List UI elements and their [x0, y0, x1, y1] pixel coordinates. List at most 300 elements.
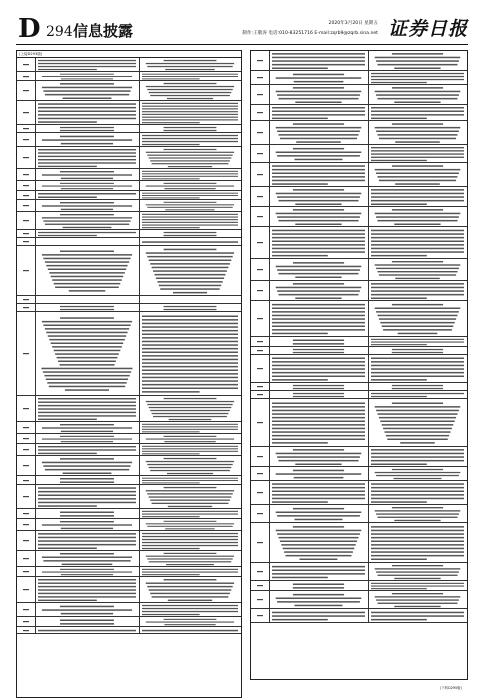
revised-text-cell [139, 72, 241, 80]
row-number-mark [256, 59, 264, 62]
text-line [272, 244, 365, 246]
original-text-cell [269, 355, 369, 382]
text-line [60, 202, 114, 203]
text-line [57, 357, 118, 359]
text-line [46, 379, 128, 381]
text-line [54, 350, 121, 352]
row-number-mark [256, 289, 264, 292]
row-number-cell [17, 238, 36, 245]
text-line [142, 323, 238, 325]
table-row [17, 577, 241, 603]
text-line [277, 290, 360, 292]
text-line [142, 424, 238, 425]
text-line [62, 564, 113, 565]
row-number-cell [251, 85, 270, 104]
revised-text-cell [139, 312, 241, 395]
text-line [44, 375, 129, 377]
text-line [272, 379, 328, 381]
table-row [251, 581, 467, 591]
text-line [392, 403, 443, 405]
text-block [368, 227, 467, 258]
table-row [17, 101, 241, 125]
text-line [383, 428, 452, 430]
text-line [276, 598, 362, 600]
original-text-cell [269, 505, 369, 522]
text-line [48, 269, 126, 271]
text-line [164, 232, 217, 233]
text-line [42, 87, 132, 89]
text-line [157, 281, 222, 283]
text-block [35, 434, 139, 443]
text-line [375, 568, 461, 569]
table-row [251, 163, 467, 187]
text-block [139, 304, 241, 311]
text-line [142, 608, 238, 609]
text-line [142, 197, 200, 198]
revised-text-cell [139, 181, 241, 190]
text-line [60, 512, 114, 514]
text-line [169, 419, 212, 420]
text-block [35, 627, 139, 633]
text-line [272, 424, 365, 426]
text-line [293, 508, 344, 510]
text-line [276, 127, 362, 129]
row-number-cell [17, 485, 36, 508]
text-line [164, 188, 215, 189]
text-line [276, 266, 362, 268]
text-line [272, 118, 328, 119]
text-line [371, 583, 464, 584]
text-line [38, 533, 136, 535]
revised-text-cell [368, 227, 467, 258]
continued-note: (下转D295版) [440, 686, 462, 690]
text-line [164, 306, 217, 307]
text-line [293, 87, 344, 89]
row-number-cell [17, 396, 36, 421]
text-line [164, 127, 217, 128]
text-line [375, 213, 461, 215]
text-line [38, 121, 97, 123]
text-line [371, 237, 464, 239]
original-text-cell [35, 58, 140, 71]
text-line [142, 545, 238, 546]
text-block [139, 617, 241, 626]
text-block [139, 603, 241, 616]
original-text-cell [35, 577, 140, 602]
text-line [142, 334, 238, 336]
right-disclosure-table [250, 50, 468, 680]
text-block [269, 259, 368, 280]
text-line [394, 606, 440, 607]
text-line [272, 114, 365, 115]
text-line [371, 537, 464, 539]
text-line [149, 467, 232, 468]
text-line [51, 276, 124, 278]
text-line [61, 574, 113, 575]
text-line [60, 521, 114, 522]
text-block [368, 187, 467, 206]
text-line [142, 362, 238, 364]
table-row [17, 476, 241, 485]
table-row [251, 383, 467, 391]
original-text-cell [269, 399, 369, 446]
row-number-cell [17, 101, 36, 124]
text-line [146, 186, 234, 187]
table-row [17, 509, 241, 519]
text-line [293, 388, 344, 389]
text-line [168, 166, 212, 167]
original-text-cell [269, 145, 369, 162]
text-block [368, 347, 467, 354]
text-block [269, 163, 368, 186]
text-block [368, 259, 467, 280]
text-line [164, 130, 217, 131]
text-line [394, 520, 440, 521]
text-line [38, 596, 136, 597]
original-text-cell [35, 246, 140, 295]
text-line [38, 630, 136, 632]
text-block [35, 312, 139, 395]
row-number-mark [256, 584, 264, 587]
revised-text-cell [368, 481, 467, 504]
text-line [63, 98, 112, 100]
text-block [35, 191, 139, 199]
text-line [295, 159, 343, 161]
text-block [139, 485, 241, 508]
text-line [142, 605, 238, 606]
text-block [139, 577, 241, 602]
text-line [60, 569, 114, 570]
text-line [376, 513, 459, 514]
text-line [279, 537, 359, 539]
text-line [63, 227, 112, 228]
revised-text-cell [368, 337, 467, 346]
row-number-cell [251, 301, 270, 336]
text-line [375, 127, 461, 129]
text-line [38, 114, 136, 116]
text-line [276, 213, 362, 215]
text-line [42, 139, 132, 141]
table-row [251, 71, 467, 85]
text-line [371, 551, 464, 553]
text-line [60, 436, 114, 437]
text-line [387, 439, 448, 441]
revised-text-cell [139, 627, 241, 633]
row-number-mark [256, 491, 264, 494]
text-line [375, 57, 461, 59]
text-line [395, 278, 440, 279]
text-line [279, 273, 359, 275]
text-line [38, 487, 136, 489]
row-number-cell [17, 58, 36, 71]
text-line [150, 95, 230, 96]
table-row [17, 396, 241, 422]
text-block [269, 187, 368, 206]
text-line [272, 428, 365, 430]
text-line [42, 321, 132, 323]
text-line [371, 541, 464, 543]
table-row [17, 434, 241, 444]
revised-text-cell [139, 304, 241, 311]
text-line [281, 544, 355, 546]
original-text-cell [35, 191, 140, 199]
text-block [35, 617, 139, 626]
revised-text-cell [139, 396, 241, 421]
text-block [35, 212, 139, 229]
text-block [368, 51, 467, 70]
text-line [378, 98, 458, 100]
text-line [276, 473, 362, 475]
text-line [38, 232, 136, 233]
text-line [142, 319, 238, 321]
text-line [38, 193, 136, 194]
text-block [35, 531, 139, 550]
text-line [60, 424, 114, 425]
text-line [272, 180, 365, 182]
text-block [35, 81, 139, 100]
header-rule [16, 44, 468, 45]
table-row [251, 121, 467, 145]
text-line [371, 464, 427, 466]
row-number-mark [22, 512, 30, 515]
table-row [17, 312, 241, 396]
text-line [272, 372, 365, 374]
row-number-cell [251, 355, 270, 382]
text-line [371, 588, 427, 589]
text-line [392, 87, 443, 89]
text-line [371, 460, 464, 462]
row-number-mark [22, 306, 30, 309]
text-line [293, 352, 344, 353]
text-line [293, 470, 344, 472]
text-line [371, 160, 427, 161]
text-line [142, 630, 238, 632]
text-line [392, 123, 443, 125]
revised-text-cell [139, 296, 241, 303]
row-number-mark [256, 455, 264, 458]
text-block [35, 72, 139, 80]
text-line [276, 530, 362, 532]
text-line [38, 405, 136, 406]
text-line [42, 217, 132, 218]
revised-text-cell [368, 399, 467, 446]
original-text-cell [35, 81, 140, 100]
text-block [269, 581, 368, 590]
text-line [272, 421, 365, 423]
text-line [142, 103, 238, 104]
text-line [293, 594, 344, 596]
row-number-mark [22, 156, 30, 159]
text-line [43, 220, 130, 221]
row-number-cell [17, 147, 36, 168]
text-line [272, 255, 328, 257]
row-number-cell [17, 304, 36, 311]
text-block [35, 147, 139, 168]
text-block [35, 485, 139, 508]
original-text-cell [35, 238, 140, 245]
text-block [35, 444, 139, 455]
row-number-cell [17, 200, 36, 211]
text-block [139, 125, 241, 132]
text-line [60, 606, 114, 608]
text-line [276, 152, 362, 154]
revised-text-cell [139, 147, 241, 168]
text-block [139, 531, 241, 550]
original-text-cell [35, 519, 140, 530]
text-line [272, 439, 365, 441]
text-line [392, 165, 443, 167]
original-text-cell [35, 627, 140, 633]
text-line [272, 230, 365, 232]
revised-text-cell [139, 81, 241, 100]
text-block [368, 301, 467, 336]
text-block [35, 456, 139, 475]
original-text-cell [35, 509, 140, 518]
text-line [272, 368, 365, 370]
text-line [42, 462, 132, 464]
text-line [272, 494, 365, 496]
left-table-rows [17, 58, 241, 634]
text-line [279, 200, 359, 202]
original-text-cell [35, 169, 140, 180]
text-block [368, 355, 467, 382]
original-text-cell [269, 581, 369, 590]
text-block [269, 281, 368, 300]
text-line [378, 271, 458, 272]
text-line [392, 593, 443, 594]
text-block [35, 567, 139, 576]
text-line [38, 589, 136, 590]
row-number-cell [17, 603, 36, 616]
text-line [147, 66, 232, 67]
row-number-cell [17, 627, 36, 633]
table-row [251, 187, 467, 207]
text-line [142, 569, 238, 570]
revised-text-cell [368, 121, 467, 144]
text-line [142, 141, 238, 142]
text-line [376, 410, 459, 412]
table-row [17, 567, 241, 577]
text-block [139, 133, 241, 146]
text-line [150, 593, 230, 594]
text-line [142, 227, 200, 228]
table-row [251, 281, 467, 301]
text-line [38, 103, 136, 105]
text-line [164, 624, 215, 625]
original-text-cell [269, 467, 369, 480]
table-row [17, 456, 241, 476]
text-line [60, 458, 114, 460]
row-number-mark [22, 523, 30, 526]
text-line [142, 446, 238, 447]
table-row [17, 230, 241, 238]
text-line [279, 294, 359, 296]
revised-text-cell [139, 476, 241, 484]
text-block [368, 523, 467, 562]
text-line [392, 349, 443, 350]
text-line [371, 153, 464, 154]
text-line [46, 265, 127, 267]
text-line [142, 480, 238, 481]
text-line [60, 364, 115, 366]
text-line [63, 473, 112, 475]
text-line [45, 94, 129, 96]
original-text-cell [35, 603, 140, 616]
text-line [150, 470, 230, 471]
text-line [43, 325, 130, 327]
text-line [371, 73, 464, 74]
text-line [61, 188, 113, 189]
text-line [142, 108, 238, 109]
row-number-mark [22, 352, 30, 355]
text-line [371, 559, 427, 561]
text-block [368, 505, 467, 522]
revised-text-cell [368, 71, 467, 84]
text-block [35, 551, 139, 566]
text-line [147, 89, 232, 90]
text-block [269, 51, 368, 70]
text-line [38, 412, 136, 413]
text-line [272, 176, 365, 178]
text-line [55, 287, 119, 289]
text-line [371, 501, 427, 503]
text-line [284, 551, 353, 553]
revised-text-cell [368, 347, 467, 354]
row-number-mark [22, 127, 30, 130]
row-number-mark [256, 195, 264, 198]
text-line [272, 304, 365, 306]
text-line [43, 90, 130, 92]
text-block [139, 396, 241, 421]
text-line [380, 322, 454, 324]
text-line [142, 106, 238, 107]
row-number-cell [17, 191, 36, 199]
text-line [272, 358, 365, 360]
table-row [251, 85, 467, 105]
text-line [152, 503, 229, 504]
text-line [149, 157, 232, 158]
text-line [272, 183, 328, 185]
text-line [38, 600, 97, 601]
original-text-cell [269, 447, 369, 466]
text-line [164, 487, 217, 488]
text-line [371, 361, 464, 363]
text-line [60, 306, 114, 307]
original-text-cell [269, 301, 369, 336]
text-line [146, 63, 234, 64]
text-line [293, 449, 344, 451]
revised-text-cell [139, 444, 241, 455]
text-line [293, 587, 344, 589]
text-block [35, 577, 139, 602]
row-number-mark [22, 219, 30, 222]
original-text-cell [269, 85, 369, 104]
original-text-cell [35, 200, 140, 211]
text-line [392, 388, 443, 389]
text-line [371, 393, 464, 394]
text-line [272, 60, 365, 62]
text-block [269, 467, 368, 480]
page-number: 294 [46, 24, 73, 40]
section-letter: D [18, 14, 41, 44]
text-line [276, 77, 362, 79]
original-text-cell [269, 105, 369, 120]
revised-text-cell [139, 519, 241, 530]
text-line [293, 262, 344, 264]
text-line [375, 308, 461, 310]
text-line [49, 339, 125, 341]
original-text-cell [35, 312, 140, 395]
